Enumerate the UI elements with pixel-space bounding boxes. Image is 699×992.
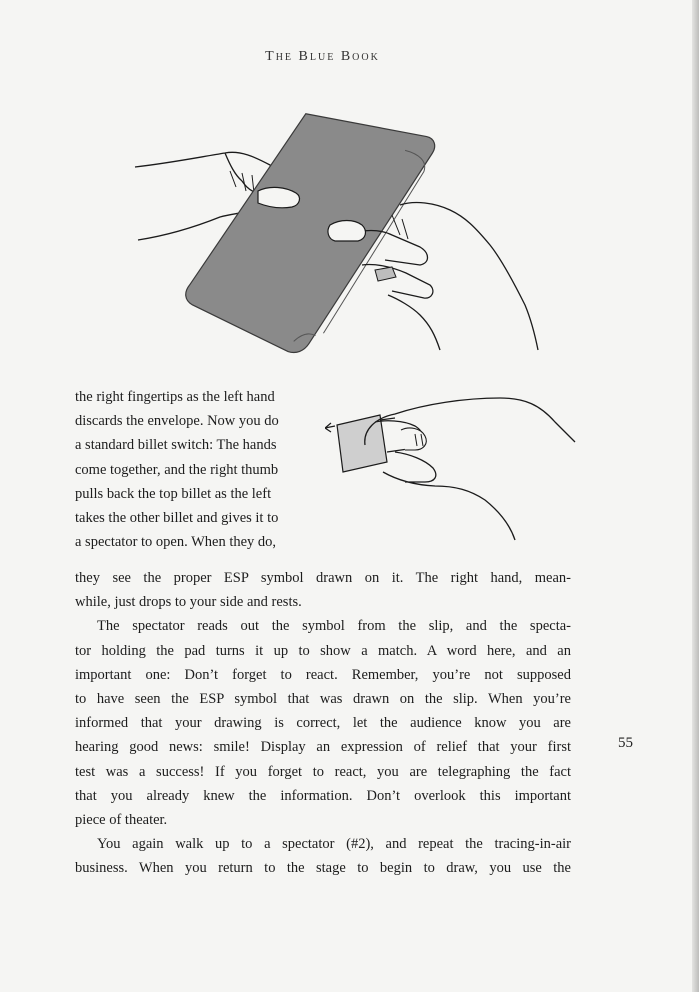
- text-line: takes the other billet and gives it to: [75, 510, 279, 527]
- text-line: they see the proper ESP symbol drawn on it. The right hand, mean-: [75, 570, 571, 586]
- page-number: 55: [618, 735, 633, 751]
- body-text: [75, 566, 571, 881]
- text-line: test was a success! If you forget to react, you are telegraphing the fact: [75, 763, 571, 780]
- text-line: come together, and the right thumb: [75, 461, 279, 478]
- text-line: tor holding the pad turns it up to show a match. A word here, and an: [75, 642, 571, 659]
- text-line: a standard billet switch: The hands: [75, 437, 277, 454]
- text-line: informed that your drawing is correct, let the audience know you are: [75, 715, 571, 732]
- text-line: hearing good news: smile! Display an expression of relief that your first: [75, 739, 571, 756]
- text-line: business. When you return to the stage to begin to draw, you use the: [75, 860, 571, 877]
- text-line: discards the envelope. Now you do: [75, 413, 279, 430]
- left-column-text: [75, 385, 325, 554]
- text-line: to have seen the ESP symbol that was drawn on the slip. When you’re: [75, 691, 571, 708]
- billet-hand: [365, 398, 575, 540]
- billet-switch-illustration: [325, 390, 580, 550]
- paragraph-start-line: You again walk up to a spectator (#2), and repeat the tracing-in-air: [97, 836, 571, 853]
- billet: [337, 415, 387, 472]
- text-line: the right fingertips as the left hand: [75, 389, 275, 405]
- running-head: The Blue Book: [265, 49, 380, 64]
- paragraph-start-line: The spectator reads out the symbol from the slip, and the specta-: [97, 618, 571, 635]
- text-line: a spectator to open. When they do,: [75, 534, 277, 551]
- text-line: while, just drops to your side and rests.: [75, 594, 302, 611]
- text-line: that you already knew the information. Don’t overlook this important: [75, 787, 571, 804]
- text-line: pulls back the top billet as the left: [75, 485, 272, 502]
- envelope: [180, 109, 442, 356]
- envelope-hands-illustration: [130, 95, 570, 375]
- text-line: important one: Don’t forget to react. Remember, you’re not supposed: [75, 666, 571, 683]
- text-line: piece of theater.: [75, 812, 168, 829]
- page-edge: [692, 0, 699, 992]
